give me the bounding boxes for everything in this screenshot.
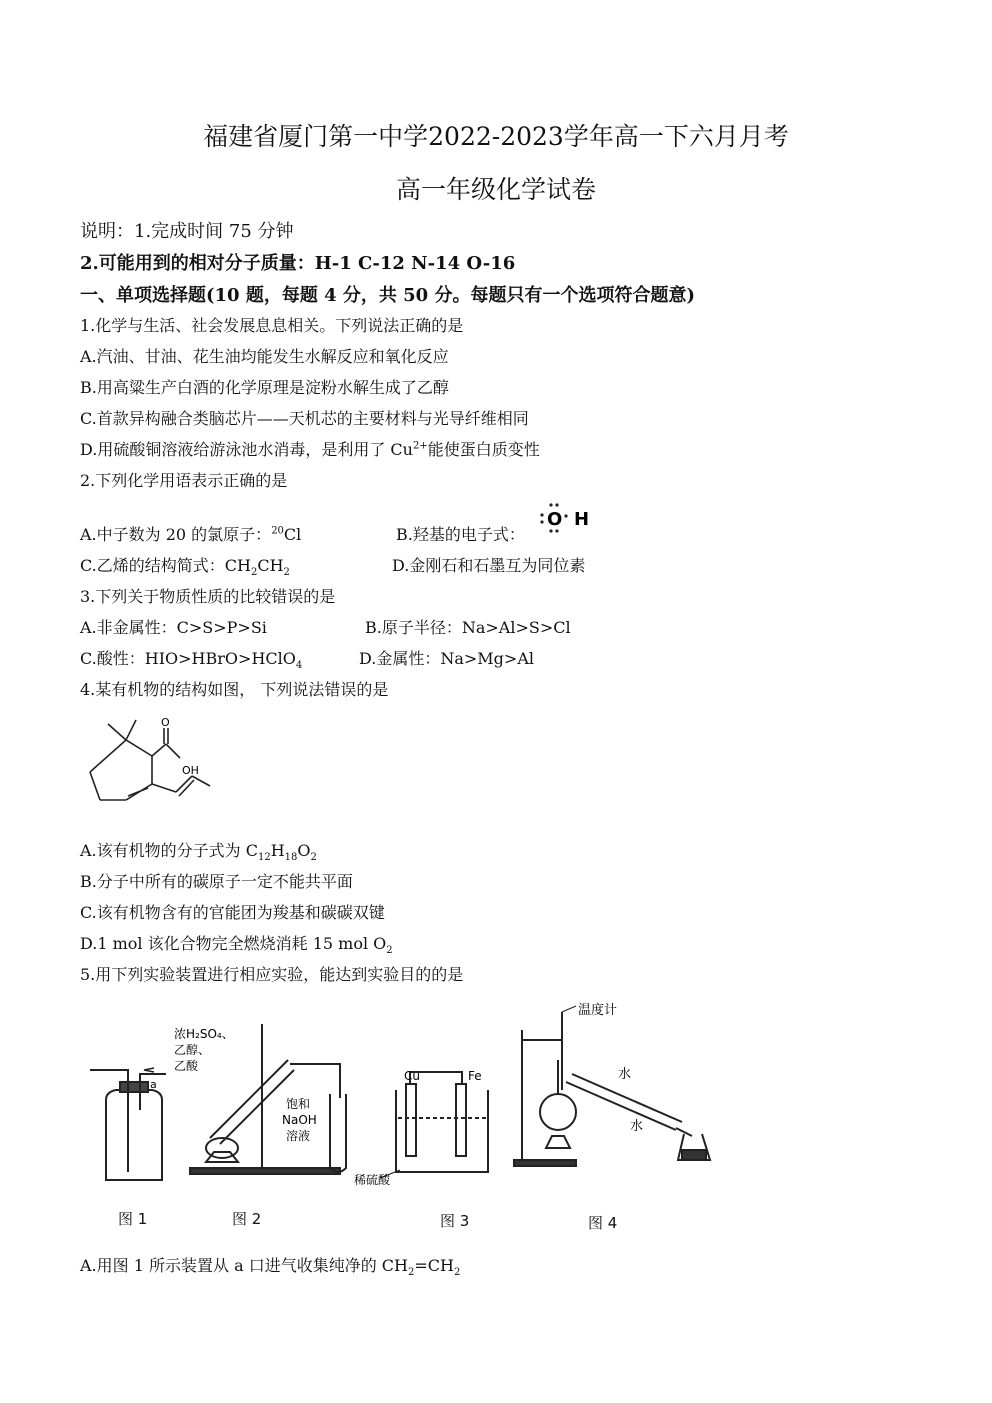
figure-1-port-a: a [150,1078,157,1091]
q1-stem: 1.化学与生活、社会发展息息相关。下列说法正确的是 [80,316,464,335]
figure-2-solution-3: 溶液 [286,1129,311,1143]
q5-option-a: A.用图 1 所示装置从 a 口进气收集纯净的 $CH_2=CH_2$ [80,1256,461,1279]
figure-4-thermometer: 温度计 [578,1003,618,1018]
figure-4-label: 图 4 [588,1214,618,1232]
exam-title: 福建省厦门第一中学2022-2023学年高一下六月月考 [203,122,789,151]
exam-subtitle: 高一年级化学试卷 [395,175,596,204]
electron-formula-h: H [574,509,590,530]
q3-option-c: C.酸性：HIO>HBrO>HClO$_4$ [80,649,303,672]
q3-option-d: D.金属性：Na>Mg>Al [359,649,534,668]
figure-2-reagents-3: 乙酸 [174,1059,199,1073]
q2-option-d: D.金刚石和石墨互为同位素 [392,556,586,575]
q2-stem: 2.下列化学用语表示正确的是 [80,471,288,490]
figure-2-label: 图 2 [232,1210,262,1228]
figure-2-solution-2: NaOH [282,1113,317,1127]
figure-1-label: 图 1 [118,1210,148,1228]
figure-2-reagents-2: 乙醇、 [174,1043,211,1057]
note-line-2: 2.可能用到的相对分子质量：H-1 C-12 N-14 O-16 [80,253,516,274]
figure-4-water-in: 水 [630,1119,644,1134]
q1-option-a: A.汽油、甘油、花生油均能发生水解反应和氧化反应 [80,347,449,366]
q1-option-b: B.用高粱生产白酒的化学原理是淀粉水解生成了乙醇 [80,378,449,397]
electron-formula-o: O [547,509,563,530]
figure-3-acid: 稀硫酸 [354,1173,391,1187]
note-line-1: 说明：1.完成时间 75 分钟 [80,221,294,242]
q3-option-b: B.原子半径：Na>Al>S>Cl [365,618,571,637]
figure-3-galvanic-cell [352,1060,502,1188]
q4-option-c: C.该有机物含有的官能团为羧基和碳碳双键 [80,903,385,922]
figure-2-reagents-1: 浓H₂SO₄、 [174,1027,234,1041]
figure-2-esterification [170,1020,360,1180]
organic-structure-diagram [82,712,222,812]
q2-option-c: C.乙烯的结构简式：$CH_2CH_2$ [80,556,290,579]
q2-option-b: B.羟基的电子式： [396,525,525,544]
q3-stem: 3.下列关于物质性质的比较错误的是 [80,587,336,606]
q4-option-d: D.1 mol 该化合物完全燃烧消耗 15 mol $O_2$ [80,934,393,957]
figure-4-water-out: 水 [618,1067,632,1082]
structure-carbonyl-o: O [161,716,170,729]
figure-3-label: 图 3 [440,1212,470,1230]
figure-3-fe: Fe [468,1069,482,1083]
q3-option-a: A.非金属性：C>S>P>Si [80,618,267,637]
section-heading: 一、单项选择题(10 题，每题 4 分，共 50 分。每题只有一个选项符合题意) [80,285,695,306]
figure-1-gas-bottle [84,1060,174,1185]
q1-option-c: C.首款异构融合类脑芯片——天机芯的主要材料与光导纤维相同 [80,409,529,428]
q2-option-a: A.中子数为 20 的氯原子：$^{20}$Cl [80,525,302,544]
q4-option-a: A.该有机物的分子式为 $C_{12}H_{18}O_2$ [80,841,317,864]
figure-2-solution-1: 饱和 [286,1097,311,1111]
q5-stem: 5.用下列实验装置进行相应实验，能达到实验目的的是 [80,965,464,984]
hydroxyl-electron-formula [536,500,598,536]
q4-option-b: B.分子中所有的碳原子一定不能共平面 [80,872,353,891]
q4-stem: 4.某有机物的结构如图， 下列说法错误的是 [80,680,389,699]
q1-option-d: D.用硫酸铜溶液给游泳池水消毒，是利用了 $Cu^{2+}$能使蛋白质变性 [80,440,540,459]
structure-hydroxyl: OH [182,764,199,777]
figure-4-distillation [506,1000,726,1175]
figure-3-cu: Cu [404,1069,420,1083]
